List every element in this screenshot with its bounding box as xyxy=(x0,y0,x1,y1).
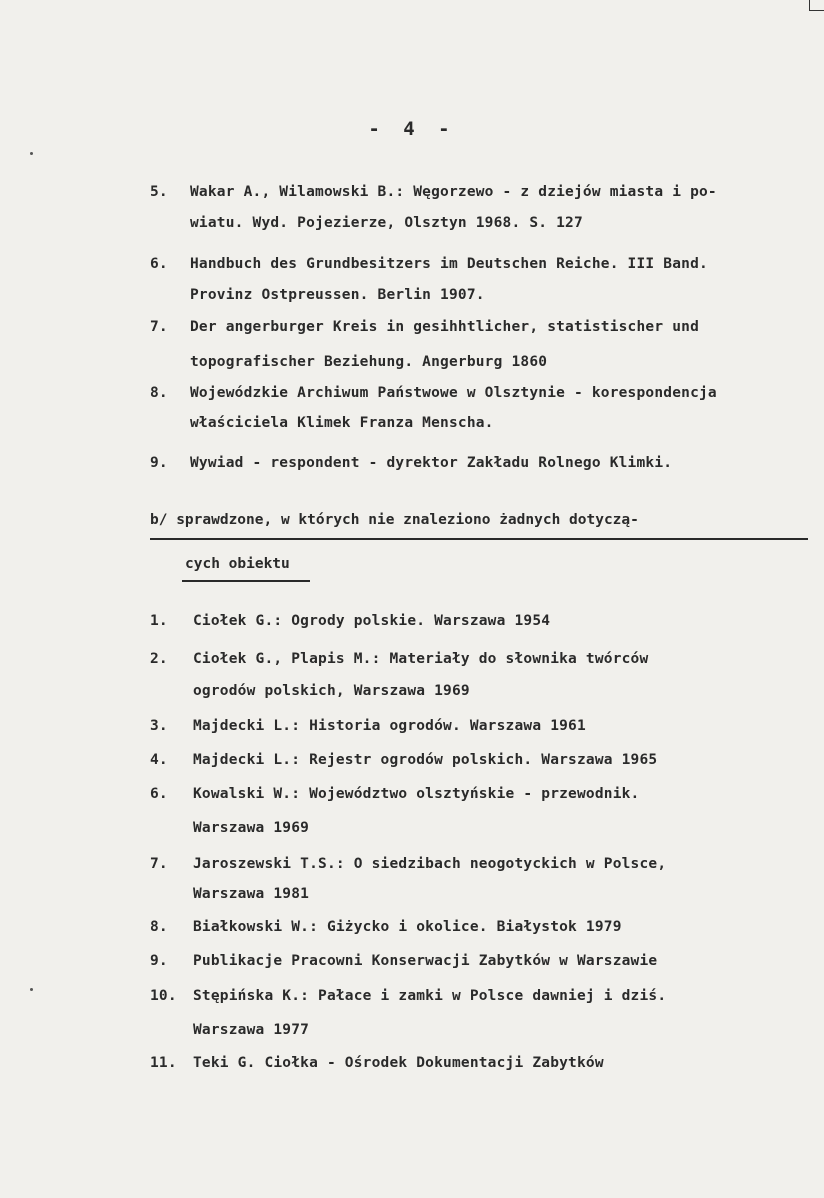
list-item-number: 11. xyxy=(150,1055,177,1071)
list-item-number: 9. xyxy=(150,455,168,471)
list-item-text: wiatu. Wyd. Pojezierze, Olsztyn 1968. S. 127 xyxy=(190,215,583,231)
list-item-text: Majdecki L.: Rejestr ogrodów polskich. Warszawa 1965 xyxy=(193,752,658,768)
list-item-text: Wakar A., Wilamowski B.: Węgorzewo - z dziejów miasta i po- xyxy=(190,184,717,200)
list-item-text: Majdecki L.: Historia ogrodów. Warszawa 1961 xyxy=(193,718,586,734)
list-item-text: Handbuch des Grundbesitzers im Deutschen Reiche. III Band. xyxy=(190,256,708,272)
list-item-text: Warszawa 1981 xyxy=(193,886,310,902)
list-item-text: Jaroszewski T.S.: O siedzibach neogotyckich w Polsce, xyxy=(193,856,667,872)
list-item-text: Stępińska K.: Pałace i zamki w Polsce dawniej i dziś. xyxy=(193,988,667,1004)
list-item-text: Kowalski W.: Województwo olsztyńskie - przewodnik. xyxy=(193,786,640,802)
list-item-text: Ciołek G., Plapis M.: Materiały do słownika twórców xyxy=(193,651,649,667)
heading-underline-short xyxy=(182,580,310,582)
list-item-text: topografischer Beziehung. Angerburg 1860 xyxy=(190,354,548,370)
list-item-text: Provinz Ostpreussen. Berlin 1907. xyxy=(190,287,485,303)
list-item-number: 6. xyxy=(150,786,168,802)
list-item-text: ogrodów polskich, Warszawa 1969 xyxy=(193,683,470,699)
page-number: - 4 - xyxy=(368,118,456,140)
list-item-number: 2. xyxy=(150,651,168,667)
list-item-text: właściciela Klimek Franza Menscha. xyxy=(190,415,494,431)
list-item-text: Ciołek G.: Ogrody polskie. Warszawa 1954 xyxy=(193,613,551,629)
list-item-number: 6. xyxy=(150,256,168,272)
section-b-heading-continued: cych obiektu xyxy=(185,556,290,572)
section-b-heading: b/ sprawdzone, w których nie znaleziono żadnych dotyczą- xyxy=(150,512,639,528)
list-item-number: 7. xyxy=(150,319,168,335)
scan-speck xyxy=(30,988,33,991)
corner-mark xyxy=(809,0,824,11)
list-item-text: Wywiad - respondent - dyrektor Zakładu Rolnego Klimki. xyxy=(190,455,673,471)
list-item-number: 8. xyxy=(150,919,168,935)
list-item-number: 8. xyxy=(150,385,168,401)
list-item-number: 4. xyxy=(150,752,168,768)
list-item-number: 7. xyxy=(150,856,168,872)
list-item-number: 3. xyxy=(150,718,168,734)
list-item-text: Publikacje Pracowni Konserwacji Zabytków w Warszawie xyxy=(193,953,658,969)
list-item-text: Warszawa 1977 xyxy=(193,1022,310,1038)
list-item-number: 9. xyxy=(150,953,168,969)
list-item-text: Teki G. Ciołka - Ośrodek Dokumentacji Zabytków xyxy=(193,1055,604,1071)
list-item-number: 1. xyxy=(150,613,168,629)
list-item-number: 10. xyxy=(150,988,177,1004)
heading-underline xyxy=(150,538,808,540)
list-item-number: 5. xyxy=(150,184,168,200)
list-item-text: Białkowski W.: Giżycko i okolice. Białystok 1979 xyxy=(193,919,622,935)
list-item-text: Der angerburger Kreis in gesihhtlicher, statistischer und xyxy=(190,319,699,335)
scan-speck xyxy=(30,152,33,155)
list-item-text: Wojewódzkie Archiwum Państwowe w Olsztynie - korespondencja xyxy=(190,385,717,401)
list-item-text: Warszawa 1969 xyxy=(193,820,310,836)
